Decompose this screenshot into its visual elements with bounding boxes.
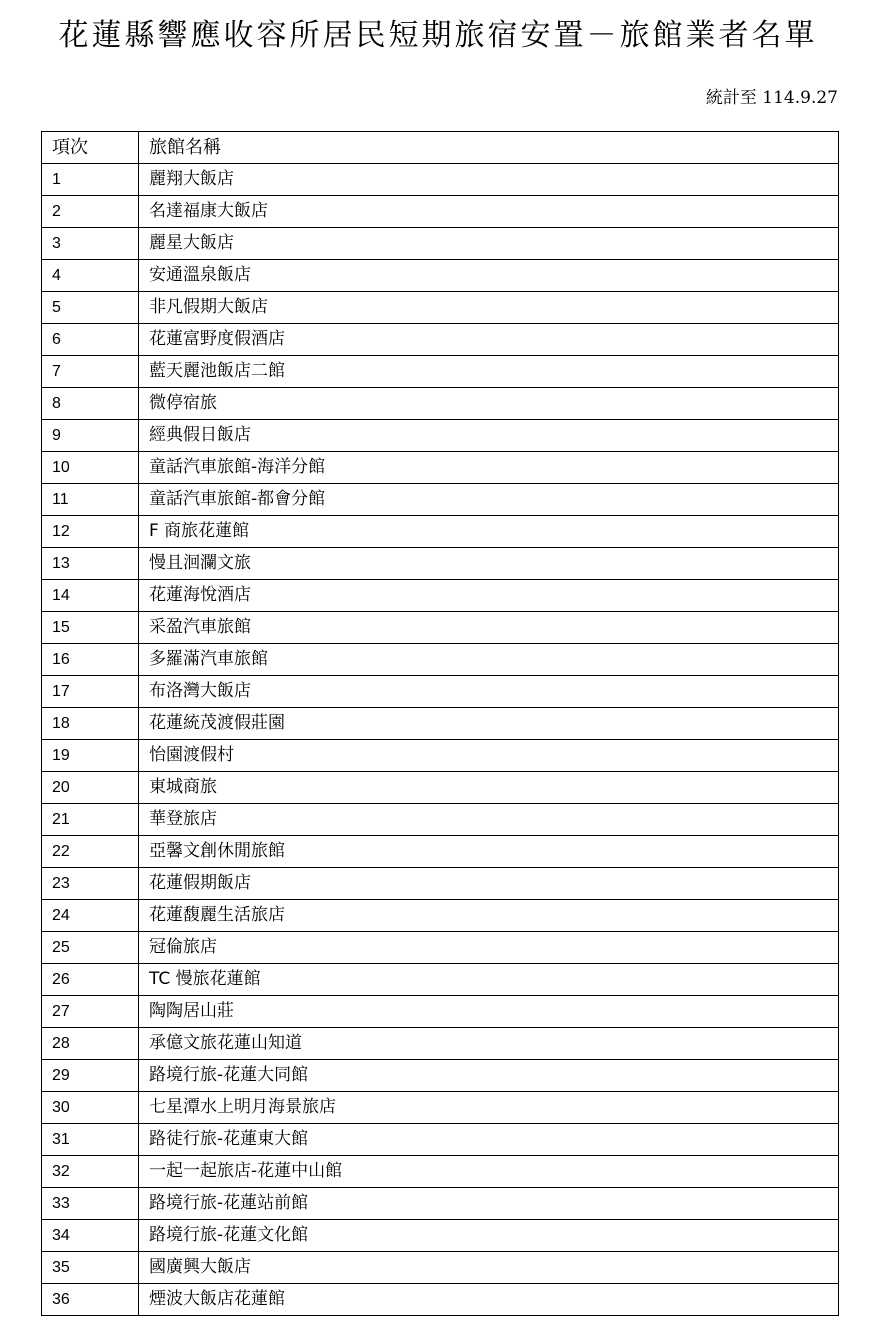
item-number-cell: 5: [42, 292, 139, 324]
hotel-name-cell: 微停宿旅: [139, 388, 839, 420]
hotel-name-cell: 花蓮馥麗生活旅店: [139, 900, 839, 932]
item-number-cell: 15: [42, 612, 139, 644]
item-number-cell: 12: [42, 516, 139, 548]
hotel-name-cell: 路徒行旅-花蓮東大館: [139, 1124, 839, 1156]
hotel-name-cell: 怡園渡假村: [139, 740, 839, 772]
document-title: 花蓮縣響應收容所居民短期旅宿安置－旅館業者名單: [58, 18, 818, 53]
table-header-row: [42, 132, 839, 164]
hotel-list-table: [41, 131, 839, 1316]
hotel-name-cell: F 商旅花蓮館: [139, 516, 839, 548]
hotel-name-cell: 麗翔大飯店: [139, 164, 839, 196]
table-row: [42, 1284, 839, 1316]
item-number-cell: 25: [42, 932, 139, 964]
hotel-name-cell: 經典假日飯店: [139, 420, 839, 452]
table-row: [42, 516, 839, 548]
statistics-date: 統計至 114.9.27: [705, 88, 838, 108]
hotel-name-cell: 藍天麗池飯店二館: [139, 356, 839, 388]
hotel-name-cell: 非凡假期大飯店: [139, 292, 839, 324]
item-number-cell: 3: [42, 228, 139, 260]
table-row: [42, 1156, 839, 1188]
item-number-cell: 4: [42, 260, 139, 292]
item-number-cell: 18: [42, 708, 139, 740]
hotel-name-cell: 路境行旅-花蓮文化館: [139, 1220, 839, 1252]
table-row: [42, 1124, 839, 1156]
item-number-cell: 29: [42, 1060, 139, 1092]
table-row: [42, 164, 839, 196]
table-row: [42, 1188, 839, 1220]
hotel-name-cell: 路境行旅-花蓮站前館: [139, 1188, 839, 1220]
item-number-cell: 28: [42, 1028, 139, 1060]
hotel-name-cell: 采盈汽車旅館: [139, 612, 839, 644]
hotel-name-cell: 布洛灣大飯店: [139, 676, 839, 708]
table-row: [42, 900, 839, 932]
item-number-cell: 19: [42, 740, 139, 772]
item-number-cell: 36: [42, 1284, 139, 1316]
hotel-name-cell: 花蓮海悅酒店: [139, 580, 839, 612]
table-row: [42, 228, 839, 260]
table-row: [42, 644, 839, 676]
hotel-name-cell: TC 慢旅花蓮館: [139, 964, 839, 996]
hotel-name-cell: 煙波大飯店花蓮館: [139, 1284, 839, 1316]
hotel-name-cell: 童話汽車旅館-海洋分館: [139, 452, 839, 484]
table-row: [42, 292, 839, 324]
table-row: [42, 804, 839, 836]
item-number-cell: 22: [42, 836, 139, 868]
hotel-name-cell: 花蓮富野度假酒店: [139, 324, 839, 356]
hotel-name-cell: 東城商旅: [139, 772, 839, 804]
hotel-name-cell: 童話汽車旅館-都會分館: [139, 484, 839, 516]
table-row: [42, 676, 839, 708]
hotel-name-cell: 路境行旅-花蓮大同館: [139, 1060, 839, 1092]
hotel-name-cell: 承億文旅花蓮山知道: [139, 1028, 839, 1060]
item-number-cell: 6: [42, 324, 139, 356]
item-number-cell: 32: [42, 1156, 139, 1188]
item-number-cell: 2: [42, 196, 139, 228]
table-row: [42, 420, 839, 452]
table-row: [42, 452, 839, 484]
table-row: [42, 996, 839, 1028]
table-body: [42, 164, 839, 1316]
item-number-cell: 11: [42, 484, 139, 516]
table-row: [42, 964, 839, 996]
item-number-cell: 31: [42, 1124, 139, 1156]
hotel-name-cell: 一起一起旅店-花蓮中山館: [139, 1156, 839, 1188]
hotel-name-cell: 安通溫泉飯店: [139, 260, 839, 292]
hotel-name-cell: 陶陶居山莊: [139, 996, 839, 1028]
table-row: [42, 1220, 839, 1252]
item-number-cell: 20: [42, 772, 139, 804]
table-row: [42, 324, 839, 356]
table-row: [42, 260, 839, 292]
hotel-name-cell: 花蓮統茂渡假莊園: [139, 708, 839, 740]
item-number-cell: 30: [42, 1092, 139, 1124]
item-number-cell: 17: [42, 676, 139, 708]
item-number-cell: 8: [42, 388, 139, 420]
item-number-cell: 16: [42, 644, 139, 676]
table-row: [42, 772, 839, 804]
table-row: [42, 612, 839, 644]
hotel-name-cell: 亞馨文創休閒旅館: [139, 836, 839, 868]
hotel-name-cell: 名達福康大飯店: [139, 196, 839, 228]
table-row: [42, 1028, 839, 1060]
item-number-cell: 10: [42, 452, 139, 484]
table-row: [42, 1252, 839, 1284]
hotel-name-cell: 國廣興大飯店: [139, 1252, 839, 1284]
item-number-cell: 13: [42, 548, 139, 580]
hotel-name-cell: 慢且洄瀾文旅: [139, 548, 839, 580]
hotel-name-cell: 多羅滿汽車旅館: [139, 644, 839, 676]
hotel-name-cell: 七星潭水上明月海景旅店: [139, 1092, 839, 1124]
item-number-cell: 26: [42, 964, 139, 996]
hotel-name-cell: 冠倫旅店: [139, 932, 839, 964]
table-row: [42, 196, 839, 228]
column-header-item-number: 項次: [42, 132, 139, 164]
table-row: [42, 836, 839, 868]
hotel-name-cell: 華登旅店: [139, 804, 839, 836]
item-number-cell: 24: [42, 900, 139, 932]
item-number-cell: 27: [42, 996, 139, 1028]
item-number-cell: 21: [42, 804, 139, 836]
table-row: [42, 388, 839, 420]
item-number-cell: 33: [42, 1188, 139, 1220]
table-row: [42, 356, 839, 388]
item-number-cell: 7: [42, 356, 139, 388]
table-row: [42, 548, 839, 580]
item-number-cell: 14: [42, 580, 139, 612]
hotel-name-cell: 麗星大飯店: [139, 228, 839, 260]
item-number-cell: 34: [42, 1220, 139, 1252]
table-row: [42, 580, 839, 612]
hotel-name-cell: 花蓮假期飯店: [139, 868, 839, 900]
table-row: [42, 740, 839, 772]
table-row: [42, 932, 839, 964]
table-row: [42, 708, 839, 740]
table-row: [42, 484, 839, 516]
table-row: [42, 868, 839, 900]
item-number-cell: 1: [42, 164, 139, 196]
item-number-cell: 9: [42, 420, 139, 452]
item-number-cell: 23: [42, 868, 139, 900]
table-row: [42, 1060, 839, 1092]
column-header-hotel-name: 旅館名稱: [139, 132, 839, 164]
table-row: [42, 1092, 839, 1124]
item-number-cell: 35: [42, 1252, 139, 1284]
